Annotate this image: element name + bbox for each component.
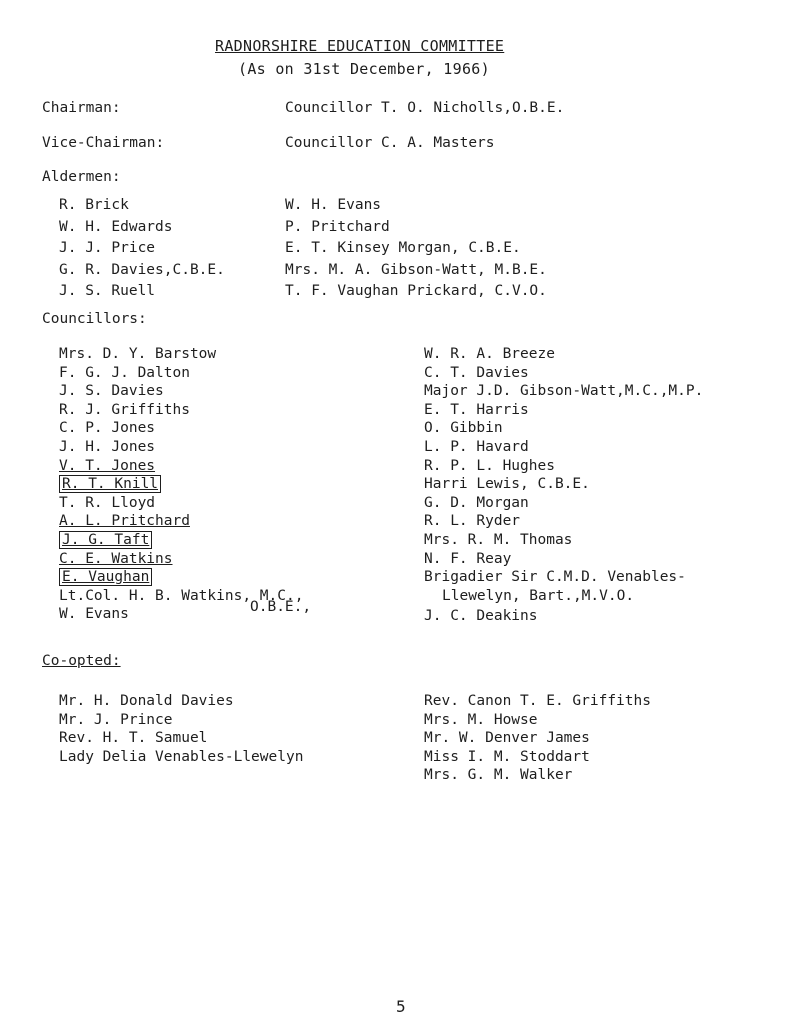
- vice-chairman-name: Councillor C. A. Masters: [285, 135, 495, 151]
- alderman-entry: J. J. Price: [59, 240, 156, 256]
- councillor-entry: Mrs. R. M. Thomas: [424, 531, 573, 548]
- councillor-entry: G. D. Morgan: [424, 494, 529, 511]
- councillor-entry: F. G. J. Dalton: [59, 364, 190, 381]
- co-opted-entry: Mrs. M. Howse: [424, 711, 538, 728]
- chairman-name: Councillor T. O. Nicholls,O.B.E.: [285, 100, 565, 116]
- co-opted-entry: Mrs. G. M. Walker: [424, 767, 573, 784]
- councillor-entry: Brigadier Sir C.M.D. Venables-: [424, 569, 686, 586]
- alderman-entry: T. F. Vaughan Prickard, C.V.O.: [285, 283, 547, 299]
- alderman-entry: E. T. Kinsey Morgan, C.B.E.: [285, 240, 521, 256]
- councillor-entry: J. S. Davies: [59, 383, 164, 400]
- councillor-entry: J. H. Jones: [59, 438, 156, 455]
- co-opted-entry: Miss I. M. Stoddart: [424, 748, 590, 765]
- page-number: 5: [396, 997, 406, 1016]
- councillor-entry: R. J. Griffiths: [59, 401, 190, 418]
- co-opted-entry: Mr. W. Denver James: [424, 730, 590, 747]
- councillor-entry: V. T. Jones: [59, 457, 156, 474]
- councillor-entry-continued: Llewelyn, Bart.,M.V.O.: [442, 587, 635, 604]
- co-opted-entry: Lady Delia Venables-Llewelyn: [59, 748, 304, 765]
- councillor-entry: W. Evans: [59, 606, 129, 623]
- councillor-entry: T. R. Lloyd: [59, 494, 156, 511]
- aldermen-left-column: [59, 196, 225, 304]
- alderman-entry: R. Brick: [59, 197, 129, 213]
- councillor-entry: L. P. Havard: [424, 438, 529, 455]
- alderman-entry: G. R. Davies,C.B.E.: [59, 261, 225, 278]
- councillor-entry: J. G. Taft: [59, 531, 152, 549]
- aldermen-heading: Aldermen:: [42, 169, 121, 185]
- councillor-entry: C. P. Jones: [59, 420, 156, 437]
- co-opted-right-column: [424, 692, 651, 785]
- alderman-entry: W. H. Evans: [285, 197, 382, 213]
- councillor-entry: E. T. Harris: [424, 401, 529, 418]
- councillor-entry: A. L. Pritchard: [59, 513, 190, 530]
- document-title: RADNORSHIRE EDUCATION COMMITTEE: [215, 37, 505, 55]
- councillor-entry: N. F. Reay: [424, 550, 512, 567]
- councillor-entry: Major J.D. Gibson-Watt,M.C.,M.P.: [424, 383, 704, 400]
- document-subtitle: (As on 31st December, 1966): [238, 60, 490, 78]
- co-opted-entry: Rev. Canon T. E. Griffiths: [424, 693, 651, 709]
- alderman-entry: W. H. Edwards: [59, 218, 173, 235]
- councillor-entry: W. R. A. Breeze: [424, 346, 555, 362]
- councillor-entry: E. Vaughan: [59, 568, 152, 586]
- co-opted-entry: Mr. H. Donald Davies: [59, 693, 234, 709]
- councillor-entry: O. Gibbin: [424, 420, 503, 437]
- councillor-entry-honour: O.B.E.,: [250, 599, 312, 616]
- councillor-entry: Mrs. D. Y. Barstow: [59, 346, 217, 362]
- co-opted-heading: Co-opted:: [42, 653, 121, 669]
- councillor-entry: Lt.Col. H. B. Watkins, M.C.,: [59, 587, 304, 604]
- alderman-entry: J. S. Ruell: [59, 283, 156, 299]
- chairman-label: Chairman:: [42, 100, 121, 116]
- councillor-entry: R. T. Knill: [59, 475, 161, 493]
- aldermen-right-column: [285, 196, 547, 304]
- alderman-entry: Mrs. M. A. Gibson-Watt, M.B.E.: [285, 261, 547, 278]
- councillor-entry: J. C. Deakins: [424, 608, 538, 625]
- councillor-entry: Harri Lewis, C.B.E.: [424, 476, 590, 493]
- councillors-left-column: [59, 345, 312, 624]
- co-opted-left-column: [59, 692, 303, 766]
- councillors-heading: Councillors:: [42, 311, 147, 327]
- councillors-right-column: [424, 345, 703, 626]
- co-opted-entry: Rev. H. T. Samuel: [59, 730, 208, 747]
- co-opted-entry: Mr. J. Prince: [59, 711, 173, 728]
- vice-chairman-label: Vice-Chairman:: [42, 135, 165, 151]
- alderman-entry: P. Pritchard: [285, 218, 390, 235]
- councillor-entry: R. L. Ryder: [424, 513, 521, 530]
- councillor-entry: C. T. Davies: [424, 364, 529, 381]
- councillor-entry: R. P. L. Hughes: [424, 457, 555, 474]
- councillor-entry: C. E. Watkins: [59, 550, 173, 567]
